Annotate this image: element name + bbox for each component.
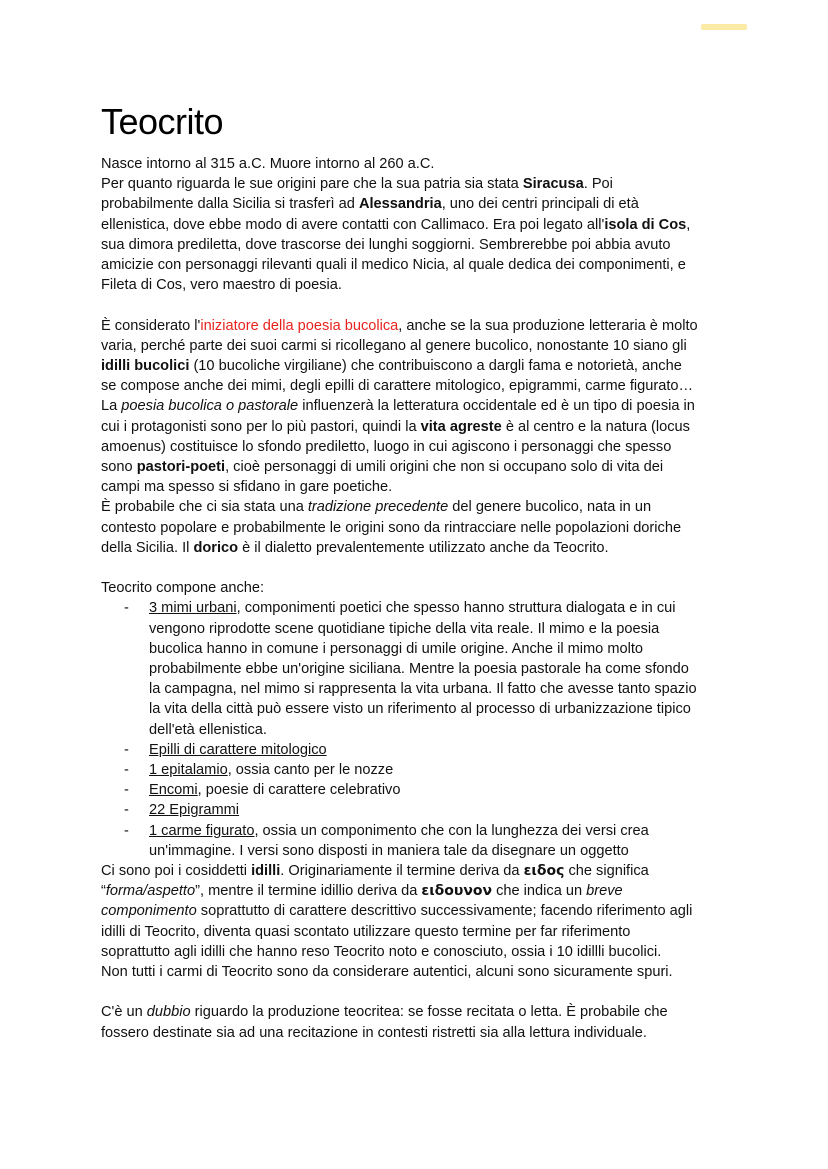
bullet-dash: - [124,802,129,819]
bio-line: amicizie con personaggi rilevanti quali il medico Nicia, al quale dedica dei componimenti, e [101,257,686,274]
bucolic-line [101,396,741,416]
list-item [101,821,741,841]
bio-line: Fileta di Cos, vero maestro di poesia. [101,277,342,294]
works-list [101,598,741,861]
list-item-continuation: vengono riprodotte scene quotidiane tipiche della vita reale. Il mimo e la poesia [149,620,660,637]
text: La [101,398,122,415]
list-item-continuation: bucolica hanno in comune i personaggi di umile origine. Anche il mimo molto [149,640,644,657]
spacer [101,982,741,1002]
bold-term: Siracusa [522,176,584,193]
idylls-line: idilli di Teocrito, diventa quasi scontato utilizzare questo termine per far riferimento [101,923,631,940]
bold-term: vita agreste [420,418,502,435]
text: C'è un [101,1004,147,1021]
bucolic-line [101,356,741,376]
text: , cioè personaggi di umili origini che non si occupano solo di vita dei [225,459,664,476]
text: , componimenti poetici che spesso hanno struttura dialogata e in cui [236,600,676,617]
idylls-section [101,861,741,982]
highlighted-term: iniziatore della poesia bucolica [200,317,399,334]
text: , anche se la sua produzione letteraria è molto [398,317,698,334]
text: che significa [564,863,649,880]
text: è il dialetto prevalentemente utilizzato anche da Teocrito. [238,539,609,556]
doubt-section [101,1002,741,1042]
list-item-continuation: dell'età ellenistica. [149,721,267,738]
bold-term: isola di Cos [604,216,687,233]
greek-term: ειδος [523,863,565,880]
italic-term: dubbio [146,1004,191,1021]
bucolic-line: contesto popolare e probabilmente le origini sono da rintracciare nelle popolazioni doriche [101,519,682,536]
text: soprattutto di carattere descrittivo successivamente; facendo riferimento agli [196,903,693,920]
text: riguardo la produzione teocritea: se fosse recitata o letta. È probabile che [190,1004,668,1021]
list-item [101,740,741,760]
bucolic-section [101,316,741,558]
text: , uno dei centri principali di età [441,196,639,213]
bio-line [101,215,741,235]
works-section [101,578,741,861]
bold-term: idilli [251,863,281,880]
italic-term: componimento [101,903,197,920]
bullet-dash: - [124,741,129,758]
italic-term: poesia bucolica o pastorale [121,398,299,415]
underlined-term: Epilli di carattere mitologico [149,741,327,758]
underlined-term: 3 mimi urbani [149,600,237,617]
greek-term: ειδουνον [421,883,493,900]
bio-section [101,154,741,295]
bio-line [101,174,741,194]
text: (10 bucoliche virgiliane) che contribuiscono a dargli fama e notorietà, anche [189,358,682,375]
text: sono [101,459,137,476]
text: Ci sono poi i cosiddetti [101,863,252,880]
text: del genere bucolico, nata in un [448,499,652,516]
bullet-dash: - [124,600,129,617]
underlined-term: 22 Epigrammi [149,802,240,819]
text: probabilmente dalla Sicilia si trasferì ad [101,196,359,213]
text: che indica un [492,883,587,900]
bucolic-line: se compose anche dei mimi, degli epilli di carattere mitologico, epigrammi, carme figurato… [101,378,694,395]
idylls-line [101,861,741,881]
doubt-line: fossero destinate sia ad una recitazione in contesti ristretti sia alla lettura individuale. [101,1024,647,1041]
text: , poesie di carattere celebrativo [197,782,401,799]
text: influenzerà la letteratura occidentale ed è un tipo di poesia in [298,398,695,415]
list-item [101,800,741,820]
bullet-dash: - [124,822,129,839]
doubt-line [101,1002,741,1022]
underlined-term: 1 epitalamio [149,762,228,779]
bold-term: Alessandria [358,196,442,213]
list-item [101,780,741,800]
list-item-continuation: la vita della città può essere visto un riferimento al processo di urbanizzazione tipico [149,701,691,718]
bold-term: pastori-poeti [136,459,226,476]
bucolic-line [101,538,741,558]
text: . Originariamente il termine deriva da [280,863,524,880]
idylls-line: soprattutto agli idilli che hanno reso Teocrito noto e conosciuto, ossia i 10 idillli bucolici. [101,943,662,960]
bucolic-line [101,497,741,517]
list-item-continuation: un'immagine. I versi sono disposti in maniera tale da disegnare un oggetto [149,842,629,859]
document-page [101,100,741,1043]
list-item-continuation: la campagna, nel mimo si rappresenta la vita urbana. Il fatto che avesse tanto spazio [149,681,697,698]
text: , ossia canto per le nozze [227,762,394,779]
underlined-term: 1 carme figurato [149,822,255,839]
text: è al centro e la natura (locus [501,418,690,435]
bio-line [101,154,741,174]
bucolic-line: varia, perché parte dei suoi carmi si ricollegano al genere bucolico, nonostante 10 siano gli [101,337,687,354]
bio-line [101,194,741,214]
bucolic-line [101,457,741,477]
bold-term: idilli bucolici [101,358,190,375]
spacer [101,558,741,578]
bold-term: dorico [193,539,239,556]
bucolic-line [101,316,741,336]
highlight-marker [701,24,747,30]
italic-term: forma/aspetto [105,883,196,900]
text: della Sicilia. Il [101,539,194,556]
italic-term: breve [586,883,623,900]
page-title: Teocrito [101,101,224,142]
bucolic-line: amoenus) costituisce lo sfondo prediletto, luogo in cui agiscono i personaggi che spesso [101,438,672,455]
bullet-dash: - [124,782,129,799]
text: Per quanto riguarda le sue origini pare che la sua patria sia stata [101,176,523,193]
idylls-line: Non tutti i carmi di Teocrito sono da considerare autentici, alcuni sono sicuramente spuri. [101,964,673,981]
text: . Poi [583,176,613,193]
idylls-line [101,881,741,901]
text: , ossia un componimento che con la lunghezza dei versi crea [254,822,649,839]
spacer [101,295,741,315]
list-item [101,598,741,618]
list-item-continuation: probabilmente ebbe un'origine siciliana. Mentre la poesia pastorale ha come sfondo [149,661,689,678]
text: cui i protagonisti sono per lo più pastori, quindi la [101,418,421,435]
bio-line: sua dimora prediletta, dove trascorse dei lunghi soggiorni. Sembrerebbe poi abbia avuto [101,236,671,253]
bucolic-line [101,417,741,437]
bucolic-line: campi ma spesso si sfidano in gare poetiche. [101,479,393,496]
text: ellenistica, dove ebbe modo di avere contatti con Callimaco. Era poi legato all' [101,216,605,233]
idylls-line [101,901,741,921]
italic-term: tradizione precedente [307,499,449,516]
list-item [101,760,741,780]
underlined-term: Encomi [149,782,198,799]
text: , [686,216,691,233]
birth-death-text: Nasce intorno al 315 a.C. Muore intorno al 260 a.C. [101,156,435,172]
text: ”, mentre il termine idillio deriva da [195,883,422,900]
text: È probabile che ci sia stata una [101,499,308,516]
works-intro: Teocrito compone anche: [101,580,265,597]
text: “ [101,883,106,900]
bullet-dash: - [124,762,129,779]
text: È considerato l' [101,317,201,334]
